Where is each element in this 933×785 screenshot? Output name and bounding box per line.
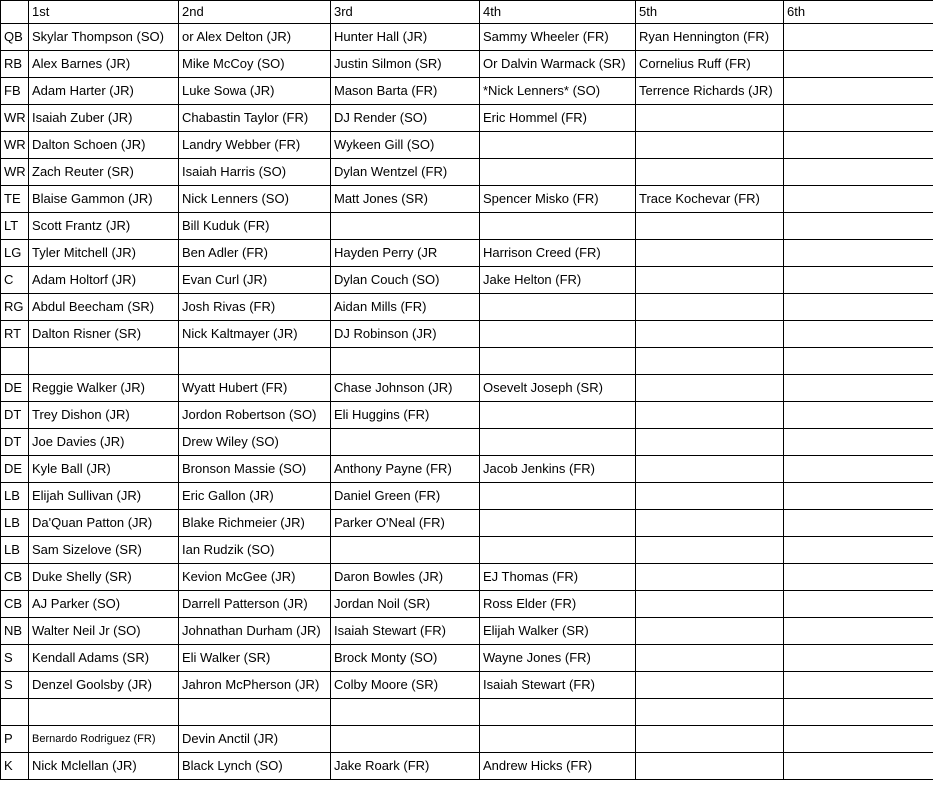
- player-cell[interactable]: Mike McCoy (SO): [179, 51, 331, 78]
- player-cell[interactable]: Denzel Goolsby (JR): [29, 672, 179, 699]
- player-cell[interactable]: [636, 294, 784, 321]
- player-cell[interactable]: Dalton Schoen (JR): [29, 132, 179, 159]
- position-cell[interactable]: LT: [1, 213, 29, 240]
- player-cell[interactable]: Zach Reuter (SR): [29, 159, 179, 186]
- player-cell[interactable]: Aidan Mills (FR): [331, 294, 480, 321]
- player-cell[interactable]: [480, 726, 636, 753]
- position-cell[interactable]: DT: [1, 402, 29, 429]
- player-cell[interactable]: [784, 726, 933, 753]
- player-cell[interactable]: [636, 510, 784, 537]
- player-cell[interactable]: Nick Mclellan (JR): [29, 753, 179, 780]
- player-cell[interactable]: [331, 726, 480, 753]
- player-cell[interactable]: Alex Barnes (JR): [29, 51, 179, 78]
- player-cell[interactable]: Wyatt Hubert (FR): [179, 375, 331, 402]
- position-cell[interactable]: DE: [1, 456, 29, 483]
- player-cell[interactable]: EJ Thomas (FR): [480, 564, 636, 591]
- player-cell[interactable]: Scott Frantz (JR): [29, 213, 179, 240]
- player-cell[interactable]: [480, 429, 636, 456]
- player-cell[interactable]: [636, 645, 784, 672]
- player-cell[interactable]: Trey Dishon (JR): [29, 402, 179, 429]
- player-cell[interactable]: [480, 402, 636, 429]
- player-cell[interactable]: Adam Harter (JR): [29, 78, 179, 105]
- player-cell[interactable]: Nick Kaltmayer (JR): [179, 321, 331, 348]
- position-cell[interactable]: P: [1, 726, 29, 753]
- table-row: [1, 375, 933, 402]
- player-cell[interactable]: Tyler Mitchell (JR): [29, 240, 179, 267]
- player-cell[interactable]: [331, 429, 480, 456]
- player-cell[interactable]: Isaiah Zuber (JR): [29, 105, 179, 132]
- player-cell[interactable]: [480, 510, 636, 537]
- player-cell[interactable]: Blake Richmeier (JR): [179, 510, 331, 537]
- player-cell[interactable]: Darrell Patterson (JR): [179, 591, 331, 618]
- header-cell-depth-2[interactable]: 2nd: [179, 1, 331, 24]
- position-cell[interactable]: [1, 348, 29, 375]
- player-cell[interactable]: Wykeen Gill (SO): [331, 132, 480, 159]
- table-row: [1, 483, 933, 510]
- player-cell[interactable]: Ian Rudzik (SO): [179, 537, 331, 564]
- player-cell[interactable]: Osevelt Joseph (SR): [480, 375, 636, 402]
- position-cell[interactable]: TE: [1, 186, 29, 213]
- player-cell[interactable]: [636, 483, 784, 510]
- player-cell[interactable]: [636, 456, 784, 483]
- player-cell[interactable]: Jahron McPherson (JR): [179, 672, 331, 699]
- table-row: [1, 726, 933, 753]
- player-cell[interactable]: [636, 240, 784, 267]
- player-cell[interactable]: [784, 510, 933, 537]
- position-cell[interactable]: WR: [1, 105, 29, 132]
- player-cell[interactable]: [784, 483, 933, 510]
- player-cell[interactable]: [784, 645, 933, 672]
- player-cell[interactable]: [784, 618, 933, 645]
- position-cell[interactable]: CB: [1, 591, 29, 618]
- position-cell[interactable]: C: [1, 267, 29, 294]
- player-cell[interactable]: Luke Sowa (JR): [179, 78, 331, 105]
- player-cell[interactable]: [636, 159, 784, 186]
- player-cell[interactable]: Or Dalvin Warmack (SR): [480, 51, 636, 78]
- player-cell[interactable]: [480, 294, 636, 321]
- position-cell[interactable]: DE: [1, 375, 29, 402]
- table-row: [1, 132, 933, 159]
- player-cell[interactable]: Harrison Creed (FR): [480, 240, 636, 267]
- table-row: [1, 186, 933, 213]
- player-cell[interactable]: [480, 348, 636, 375]
- player-cell[interactable]: Joe Davies (JR): [29, 429, 179, 456]
- player-cell[interactable]: [784, 672, 933, 699]
- player-cell[interactable]: [636, 267, 784, 294]
- player-cell[interactable]: Ben Adler (FR): [179, 240, 331, 267]
- position-cell[interactable]: K: [1, 753, 29, 780]
- player-cell[interactable]: Ryan Hennington (FR): [636, 24, 784, 51]
- player-cell[interactable]: Andrew Hicks (FR): [480, 753, 636, 780]
- player-cell[interactable]: Evan Curl (JR): [179, 267, 331, 294]
- player-cell[interactable]: [784, 240, 933, 267]
- player-cell[interactable]: Hayden Perry (JR: [331, 240, 480, 267]
- player-cell[interactable]: Parker O'Neal (FR): [331, 510, 480, 537]
- player-cell[interactable]: Daron Bowles (JR): [331, 564, 480, 591]
- player-cell[interactable]: AJ Parker (SO): [29, 591, 179, 618]
- player-cell[interactable]: Drew Wiley (SO): [179, 429, 331, 456]
- player-cell[interactable]: Spencer Misko (FR): [480, 186, 636, 213]
- player-cell[interactable]: Dylan Couch (SO): [331, 267, 480, 294]
- player-cell[interactable]: Josh Rivas (FR): [179, 294, 331, 321]
- player-cell[interactable]: [784, 132, 933, 159]
- player-cell[interactable]: Bernardo Rodriguez (FR): [29, 726, 179, 753]
- table-row: [1, 753, 933, 780]
- player-cell[interactable]: [636, 105, 784, 132]
- table-row: [1, 402, 933, 429]
- player-cell[interactable]: Nick Lenners (SO): [179, 186, 331, 213]
- player-cell[interactable]: Brock Monty (SO): [331, 645, 480, 672]
- player-cell[interactable]: [636, 753, 784, 780]
- player-cell[interactable]: Wayne Jones (FR): [480, 645, 636, 672]
- position-cell[interactable]: CB: [1, 564, 29, 591]
- player-cell[interactable]: [480, 483, 636, 510]
- player-cell[interactable]: [480, 213, 636, 240]
- player-cell[interactable]: [636, 591, 784, 618]
- player-cell[interactable]: [331, 537, 480, 564]
- player-cell[interactable]: [784, 429, 933, 456]
- header-cell-depth-6[interactable]: 6th: [784, 1, 933, 24]
- player-cell[interactable]: Jordon Robertson (SO): [179, 402, 331, 429]
- player-cell[interactable]: DJ Robinson (JR): [331, 321, 480, 348]
- table-row: [1, 537, 933, 564]
- player-cell[interactable]: [331, 213, 480, 240]
- player-cell[interactable]: [480, 321, 636, 348]
- player-cell[interactable]: Eli Walker (SR): [179, 645, 331, 672]
- position-cell[interactable]: S: [1, 672, 29, 699]
- table-row: [1, 78, 933, 105]
- player-cell[interactable]: [784, 51, 933, 78]
- player-cell[interactable]: [784, 537, 933, 564]
- player-cell[interactable]: Isaiah Harris (SO): [179, 159, 331, 186]
- player-cell[interactable]: [636, 699, 784, 726]
- table-row: [1, 645, 933, 672]
- player-cell[interactable]: [784, 402, 933, 429]
- position-cell[interactable]: FB: [1, 78, 29, 105]
- player-cell[interactable]: [784, 105, 933, 132]
- player-cell[interactable]: Elijah Sullivan (JR): [29, 483, 179, 510]
- player-cell[interactable]: [179, 348, 331, 375]
- player-cell[interactable]: Johnathan Durham (JR): [179, 618, 331, 645]
- player-cell[interactable]: [784, 348, 933, 375]
- player-cell[interactable]: [179, 699, 331, 726]
- table-row: [1, 213, 933, 240]
- player-cell[interactable]: Trace Kochevar (FR): [636, 186, 784, 213]
- position-cell[interactable]: DT: [1, 429, 29, 456]
- player-cell[interactable]: Jake Helton (FR): [480, 267, 636, 294]
- player-cell[interactable]: [784, 321, 933, 348]
- player-cell[interactable]: [636, 429, 784, 456]
- player-cell[interactable]: Elijah Walker (SR): [480, 618, 636, 645]
- player-cell[interactable]: Da'Quan Patton (JR): [29, 510, 179, 537]
- player-cell[interactable]: [784, 159, 933, 186]
- table-row: [1, 672, 933, 699]
- player-cell[interactable]: Sammy Wheeler (FR): [480, 24, 636, 51]
- player-cell[interactable]: [784, 78, 933, 105]
- player-cell[interactable]: [480, 537, 636, 564]
- position-cell[interactable]: WR: [1, 132, 29, 159]
- position-cell[interactable]: LB: [1, 537, 29, 564]
- player-cell[interactable]: Sam Sizelove (SR): [29, 537, 179, 564]
- table-row: [1, 24, 933, 51]
- table-row: [1, 51, 933, 78]
- position-cell[interactable]: WR: [1, 159, 29, 186]
- table-row: [1, 699, 933, 726]
- player-cell[interactable]: Adam Holtorf (JR): [29, 267, 179, 294]
- player-cell[interactable]: Bronson Massie (SO): [179, 456, 331, 483]
- player-cell[interactable]: Anthony Payne (FR): [331, 456, 480, 483]
- player-cell[interactable]: [480, 699, 636, 726]
- player-cell[interactable]: [331, 348, 480, 375]
- position-cell[interactable]: RT: [1, 321, 29, 348]
- player-cell[interactable]: Kendall Adams (SR): [29, 645, 179, 672]
- position-cell[interactable]: [1, 699, 29, 726]
- player-cell[interactable]: [636, 348, 784, 375]
- table-row: [1, 105, 933, 132]
- player-cell[interactable]: [784, 753, 933, 780]
- position-cell[interactable]: RG: [1, 294, 29, 321]
- player-cell[interactable]: [636, 132, 784, 159]
- position-cell[interactable]: LB: [1, 483, 29, 510]
- player-cell[interactable]: [636, 726, 784, 753]
- player-cell[interactable]: Cornelius Ruff (FR): [636, 51, 784, 78]
- header-cell-depth-5[interactable]: 5th: [636, 1, 784, 24]
- table-row: [1, 510, 933, 537]
- player-cell[interactable]: [636, 618, 784, 645]
- player-cell[interactable]: Matt Jones (SR): [331, 186, 480, 213]
- player-cell[interactable]: Eric Hommel (FR): [480, 105, 636, 132]
- player-cell[interactable]: *Nick Lenners* (SO): [480, 78, 636, 105]
- player-cell[interactable]: Duke Shelly (SR): [29, 564, 179, 591]
- player-cell[interactable]: [636, 537, 784, 564]
- player-cell[interactable]: Ross Elder (FR): [480, 591, 636, 618]
- player-cell[interactable]: [784, 456, 933, 483]
- player-cell[interactable]: Hunter Hall (JR): [331, 24, 480, 51]
- player-cell[interactable]: [784, 267, 933, 294]
- player-cell[interactable]: [784, 24, 933, 51]
- table-row: [1, 591, 933, 618]
- table-row: [1, 321, 933, 348]
- player-cell[interactable]: Isaiah Stewart (FR): [331, 618, 480, 645]
- player-cell[interactable]: Eric Gallon (JR): [179, 483, 331, 510]
- player-cell[interactable]: [29, 348, 179, 375]
- player-cell[interactable]: [784, 564, 933, 591]
- player-cell[interactable]: Black Lynch (SO): [179, 753, 331, 780]
- player-cell[interactable]: Jordan Noil (SR): [331, 591, 480, 618]
- position-cell[interactable]: LB: [1, 510, 29, 537]
- player-cell[interactable]: Kevion McGee (JR): [179, 564, 331, 591]
- player-cell[interactable]: [784, 375, 933, 402]
- table-row: [1, 564, 933, 591]
- player-cell[interactable]: Chase Johnson (JR): [331, 375, 480, 402]
- table-row: [1, 456, 933, 483]
- table-row: [1, 618, 933, 645]
- player-cell[interactable]: Landry Webber (FR): [179, 132, 331, 159]
- header-cell-depth-4[interactable]: 4th: [480, 1, 636, 24]
- header-cell-position[interactable]: [1, 1, 29, 24]
- player-cell[interactable]: Chabastin Taylor (FR): [179, 105, 331, 132]
- player-cell[interactable]: [636, 402, 784, 429]
- player-cell[interactable]: Jacob Jenkins (FR): [480, 456, 636, 483]
- player-cell[interactable]: Walter Neil Jr (SO): [29, 618, 179, 645]
- player-cell[interactable]: Devin Anctil (JR): [179, 726, 331, 753]
- position-cell[interactable]: RB: [1, 51, 29, 78]
- player-cell[interactable]: DJ Render (SO): [331, 105, 480, 132]
- player-cell[interactable]: Bill Kuduk (FR): [179, 213, 331, 240]
- player-cell[interactable]: Daniel Green (FR): [331, 483, 480, 510]
- table-row: [1, 240, 933, 267]
- header-cell-depth-3[interactable]: 3rd: [331, 1, 480, 24]
- player-cell[interactable]: Jake Roark (FR): [331, 753, 480, 780]
- player-cell[interactable]: Colby Moore (SR): [331, 672, 480, 699]
- player-cell[interactable]: Eli Huggins (FR): [331, 402, 480, 429]
- player-cell[interactable]: [784, 213, 933, 240]
- table-row: [1, 267, 933, 294]
- player-cell[interactable]: Dylan Wentzel (FR): [331, 159, 480, 186]
- table-body: [1, 24, 933, 780]
- player-cell[interactable]: [636, 213, 784, 240]
- player-cell[interactable]: [784, 699, 933, 726]
- player-cell[interactable]: [636, 564, 784, 591]
- player-cell[interactable]: Justin Silmon (SR): [331, 51, 480, 78]
- player-cell[interactable]: Kyle Ball (JR): [29, 456, 179, 483]
- player-cell[interactable]: [480, 132, 636, 159]
- player-cell[interactable]: [636, 672, 784, 699]
- header-cell-depth-1[interactable]: 1st: [29, 1, 179, 24]
- player-cell[interactable]: Isaiah Stewart (FR): [480, 672, 636, 699]
- player-cell[interactable]: [331, 699, 480, 726]
- position-cell[interactable]: NB: [1, 618, 29, 645]
- table-row: [1, 348, 933, 375]
- player-cell[interactable]: Dalton Risner (SR): [29, 321, 179, 348]
- player-cell[interactable]: [784, 186, 933, 213]
- player-cell[interactable]: Terrence Richards (JR): [636, 78, 784, 105]
- player-cell[interactable]: [29, 699, 179, 726]
- player-cell[interactable]: [480, 159, 636, 186]
- table-row: [1, 294, 933, 321]
- player-cell[interactable]: or Alex Delton (JR): [179, 24, 331, 51]
- player-cell[interactable]: [784, 294, 933, 321]
- player-cell[interactable]: [636, 375, 784, 402]
- position-cell[interactable]: S: [1, 645, 29, 672]
- player-cell[interactable]: Mason Barta (FR): [331, 78, 480, 105]
- player-cell[interactable]: [784, 591, 933, 618]
- player-cell[interactable]: Reggie Walker (JR): [29, 375, 179, 402]
- player-cell[interactable]: Blaise Gammon (JR): [29, 186, 179, 213]
- position-cell[interactable]: QB: [1, 24, 29, 51]
- player-cell[interactable]: Abdul Beecham (SR): [29, 294, 179, 321]
- player-cell[interactable]: Skylar Thompson (SO): [29, 24, 179, 51]
- position-cell[interactable]: LG: [1, 240, 29, 267]
- player-cell[interactable]: [636, 321, 784, 348]
- header-row: [1, 1, 933, 24]
- table-row: [1, 429, 933, 456]
- table-row: [1, 159, 933, 186]
